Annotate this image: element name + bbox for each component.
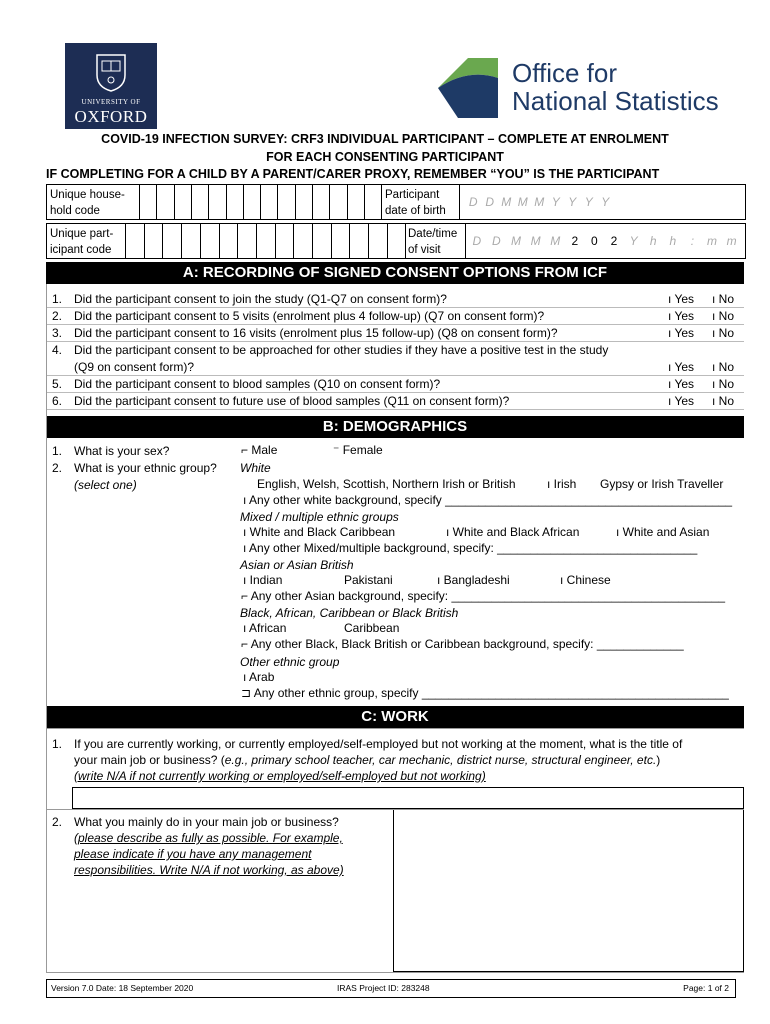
ethnic-caribbean-option[interactable]: Caribbean — [344, 621, 400, 635]
checkbox-icon[interactable]: ı — [712, 360, 719, 374]
form-title-line1: COVID-19 INFECTION SURVEY: CRF3 INDIVIDUAL PARTICIPANT – COMPLETE AT ENROLMENT — [101, 132, 669, 146]
visit-datetime-cell[interactable]: h — [669, 234, 677, 248]
visit-datetime-cell[interactable]: 0 — [591, 234, 598, 248]
dob-cell[interactable]: D — [468, 195, 478, 209]
household-code-cell[interactable] — [174, 185, 175, 219]
household-dob-row — [46, 184, 746, 220]
household-code-cell[interactable] — [295, 185, 296, 219]
visit-datetime-cell[interactable]: D — [492, 234, 501, 248]
job-title-input[interactable] — [72, 787, 744, 809]
a-question-text: Did the participant consent to be approached for other studies if they have a positive test in the study — [74, 343, 609, 357]
household-code-cell[interactable] — [364, 185, 365, 219]
checkbox-icon[interactable]: ı — [668, 326, 675, 340]
ethnic-asian-heading: Asian or Asian British — [240, 558, 354, 572]
dob-cell[interactable]: M — [534, 195, 545, 209]
visit-datetime-cell[interactable]: h — [649, 234, 657, 248]
participant-code-cell[interactable] — [144, 224, 145, 258]
a-question-number: 5. — [52, 377, 63, 391]
checkbox-icon[interactable]: ı — [243, 573, 250, 587]
dob-cell[interactable]: M — [501, 195, 512, 209]
checkbox-icon[interactable]: ı — [668, 309, 675, 323]
participant-code-cell[interactable] — [349, 224, 350, 258]
visit-datetime-cell[interactable]: m — [726, 234, 737, 248]
c2-hint-line1: (please describe as fully as possible. For example, — [74, 831, 343, 845]
footer-page: Page: 1 of 2 — [683, 983, 729, 993]
visit-datetime-cell[interactable]: Y — [629, 234, 638, 248]
ethnic-chinese-option[interactable]: ı Chinese — [560, 573, 611, 587]
oxford-logo-line2: OXFORD — [74, 107, 148, 126]
checkbox-icon[interactable]: ı — [547, 477, 554, 491]
consent-no-option[interactable]: ı No — [712, 377, 735, 391]
consent-no-option[interactable]: ı No — [712, 292, 735, 306]
a-question-number: 2. — [52, 309, 63, 323]
participant-visit-row — [46, 223, 746, 259]
participant-code-label: Unique part- icipant code — [50, 228, 114, 256]
c-divider — [46, 728, 744, 729]
checkbox-icon[interactable]: ı — [668, 292, 675, 306]
ethnic-mixed-heading: Mixed / multiple ethnic groups — [240, 510, 399, 524]
participant-code-cell[interactable] — [387, 224, 388, 258]
participant-code-cell[interactable] — [331, 224, 332, 258]
visit-datetime-label: Date/time of visit — [408, 228, 458, 256]
a-question-text: Did the participant consent to 16 visits (enrolment plus 15 follow-up) (Q8 on consent form)? — [74, 326, 558, 340]
ethnic-pakistani-option[interactable]: Pakistani — [344, 573, 393, 587]
left-border — [46, 284, 47, 973]
checkbox-icon[interactable]: ⁻ — [333, 443, 340, 457]
visit-datetime-cell[interactable]: D — [472, 234, 482, 248]
job-description-input[interactable] — [393, 809, 744, 972]
household-code-cell[interactable] — [191, 185, 192, 219]
consent-yes-option[interactable]: ı Yes — [668, 292, 695, 306]
footer — [46, 979, 736, 998]
consent-yes-option[interactable]: ı Yes — [668, 309, 695, 323]
checkbox-icon[interactable]: ı — [243, 493, 250, 507]
participant-code-cell[interactable] — [181, 224, 182, 258]
c2-question: What you mainly do in your main job or business? — [74, 815, 339, 829]
c1-question-line1: If you are currently working, or currently employed/self-employed but not working at the moment, what is the title of — [74, 737, 683, 751]
ons-logo-line2: National Statistics — [512, 86, 719, 116]
household-code-cell[interactable] — [226, 185, 227, 219]
visit-datetime-cell[interactable]: 2 — [610, 234, 618, 248]
checkbox-icon[interactable]: ı — [712, 309, 719, 323]
ethnic-mixed-other-option[interactable]: ı Any other Mixed/multiple background, specify: ______________________________ — [243, 541, 698, 555]
checkbox-icon[interactable]: ı — [668, 377, 675, 391]
consent-no-option[interactable]: ı No — [712, 394, 735, 408]
dob-cell[interactable]: D — [485, 195, 495, 209]
footer-iras: IRAS Project ID: 283248 — [337, 983, 430, 993]
household-code-cell[interactable] — [260, 185, 261, 219]
ethnic-gypsy-option[interactable]: Gypsy or Irish Traveller — [600, 477, 724, 491]
sex-male-option[interactable]: ⌐ Male — [241, 443, 278, 457]
checkbox-icon[interactable]: ı — [616, 525, 623, 539]
ethnic-irish-option[interactable]: ı Irish — [547, 477, 577, 491]
proxy-note: IF COMPLETING FOR A CHILD BY A PARENT/CARER PROXY, REMEMBER “YOU” IS THE PARTICIPANT — [46, 167, 660, 181]
dob-cell[interactable]: Y — [568, 195, 577, 209]
consent-no-option[interactable]: ı No — [712, 360, 735, 374]
consent-no-option[interactable]: ı No — [712, 309, 735, 323]
checkbox-icon[interactable]: ı — [712, 292, 719, 306]
consent-yes-option[interactable]: ı Yes — [668, 377, 695, 391]
participant-code-cell[interactable] — [368, 224, 369, 258]
section-b-header: B: DEMOGRAPHICS — [46, 416, 744, 438]
section-a-header: A: RECORDING OF SIGNED CONSENT OPTIONS FROM ICF — [46, 262, 744, 284]
participant-code-cell[interactable] — [312, 224, 313, 258]
ethnic-black-heading: Black, African, Caribbean or Black British — [240, 606, 459, 620]
a-question-number: 6. — [52, 394, 63, 408]
checkbox-icon[interactable]: ı — [243, 621, 250, 635]
a-question-number: 4. — [52, 343, 63, 357]
row-divider — [46, 409, 744, 410]
household-code-cell[interactable] — [277, 185, 278, 219]
consent-yes-option[interactable]: ı Yes — [668, 326, 695, 340]
oxford-crest-icon — [95, 53, 127, 93]
a-question-number: 3. — [52, 326, 63, 340]
ethnic-arab-option[interactable]: ı Arab — [243, 670, 275, 684]
b2-hint: (select one) — [74, 478, 137, 492]
b2-number: 2. — [52, 461, 63, 475]
household-code-cell[interactable] — [312, 185, 313, 219]
b1-number: 1. — [52, 444, 63, 458]
consent-yes-option[interactable]: ı Yes — [668, 394, 695, 408]
checkbox-icon[interactable]: ⌐ — [241, 637, 251, 651]
a-question-number: 1. — [52, 292, 63, 306]
dob-cell[interactable]: Y — [584, 195, 593, 209]
ethnic-indian-option[interactable]: ı Indian — [243, 573, 283, 587]
checkbox-icon[interactable]: ı — [712, 377, 719, 391]
a-question-text-cont: (Q9 on consent form)? — [74, 360, 195, 374]
oxford-logo — [65, 43, 157, 129]
ethnic-mixed-african-option[interactable]: ı White and Black African — [446, 525, 580, 539]
checkbox-icon[interactable]: ⌐ — [241, 443, 249, 457]
checkbox-icon[interactable]: ⌐ — [241, 589, 251, 603]
checkbox-icon[interactable]: ı — [437, 573, 444, 587]
b1-question: What is your sex? — [74, 444, 170, 458]
participant-code-cell[interactable] — [219, 224, 220, 258]
ethnic-white-british-option[interactable]: English, Welsh, Scottish, Northern Irish or British — [257, 477, 516, 491]
c1-question-hint: (write N/A if not currently working or employed/self-employed but not working) — [74, 769, 486, 783]
ethnic-bangladeshi-option[interactable]: ı Bangladeshi — [437, 573, 510, 587]
checkbox-icon[interactable]: ı — [243, 525, 250, 539]
footer-version: Version 7.0 Date: 18 September 2020 — [51, 983, 194, 993]
ons-logo — [438, 58, 748, 118]
visit-datetime-cell[interactable]: m — [706, 234, 717, 248]
ethnic-white-heading: White — [240, 461, 271, 475]
household-code-cell[interactable] — [347, 185, 348, 219]
dob-label: Participant date of birth — [385, 189, 446, 217]
visit-datetime-cell[interactable]: 2 — [571, 234, 579, 248]
participant-code-cell[interactable] — [125, 224, 126, 258]
household-code-cell[interactable] — [243, 185, 244, 219]
visit-datetime-cell[interactable]: M — [510, 234, 521, 248]
consent-no-option[interactable]: ı No — [712, 326, 735, 340]
form-title-line2: FOR EACH CONSENTING PARTICIPANT — [266, 150, 504, 164]
ethnic-asian-other-option[interactable]: ⌐ Any other Asian background, specify: _________________________________________ — [241, 589, 726, 603]
c2-hint-line2: please indicate if you have any management — [74, 847, 312, 861]
c1-question-line2: your main job or business? (e.g., primary school teacher, car mechanic, district nurse, structural engineer, etc.) — [74, 753, 661, 767]
ons-mark-icon — [438, 58, 498, 118]
ethnic-white-other-option[interactable]: ı Any other white background, specify ___________________________________________ — [243, 493, 733, 507]
ons-logo-line1: Office for — [512, 58, 618, 88]
checkbox-icon[interactable]: ı — [712, 326, 719, 340]
checkbox-icon[interactable]: ⊐ — [241, 686, 254, 700]
ethnic-african-option[interactable]: ı African — [243, 621, 287, 635]
a-question-text: Did the participant consent to future use of blood samples (Q11 on consent form)? — [74, 394, 510, 408]
dob-cell[interactable]: Y — [551, 195, 560, 209]
checkbox-icon[interactable]: ı — [446, 525, 453, 539]
ethnic-other-option[interactable]: ⊐ Any other ethnic group, specify ______________________________________________ — [241, 686, 729, 700]
participant-code-cell[interactable] — [200, 224, 201, 258]
consent-yes-option[interactable]: ı Yes — [668, 360, 695, 374]
a-question-text: Did the participant consent to blood samples (Q10 on consent form)? — [74, 377, 441, 391]
visit-datetime-cell[interactable]: M — [530, 234, 541, 248]
c2-hint-line3: responsibilities. Write N/A if not working, as above) — [74, 863, 344, 877]
household-code-cell[interactable] — [329, 185, 330, 219]
b2-question: What is your ethnic group? — [74, 461, 217, 475]
section-c-header: C: WORK — [46, 706, 744, 728]
c1-number: 1. — [52, 737, 63, 751]
dob-cell[interactable]: Y — [601, 195, 610, 209]
household-code-cell[interactable] — [208, 185, 209, 219]
household-code-cell[interactable] — [139, 185, 140, 219]
c2-number: 2. — [52, 815, 63, 829]
c2-divider — [46, 809, 744, 810]
a-question-text: Did the participant consent to join the study (Q1-Q7 on consent form)? — [74, 292, 447, 306]
household-code-label: Unique house- hold code — [50, 189, 125, 217]
checkbox-icon[interactable]: ı — [560, 573, 567, 587]
sex-female-option[interactable]: ⁻ Female — [333, 443, 383, 457]
bottom-border — [46, 972, 744, 973]
participant-code-cell[interactable] — [162, 224, 163, 258]
a-question-text: Did the participant consent to 5 visits (enrolment plus 4 follow-up) (Q7 on consent form)? — [74, 309, 545, 323]
household-code-cell[interactable] — [156, 185, 157, 219]
checkbox-icon[interactable]: ı — [243, 670, 250, 684]
participant-code-cell[interactable] — [275, 224, 276, 258]
dob-cell[interactable]: M — [517, 195, 528, 209]
checkbox-icon[interactable]: ı — [668, 394, 675, 408]
checkbox-icon[interactable]: ı — [668, 360, 675, 374]
ethnic-mixed-asian-option[interactable]: ı White and Asian — [616, 525, 710, 539]
participant-code-cell[interactable] — [293, 224, 294, 258]
checkbox-icon[interactable]: ı — [243, 541, 250, 555]
ethnic-mixed-caribbean-option[interactable]: ı White and Black Caribbean — [243, 525, 396, 539]
ethnic-other-heading: Other ethnic group — [240, 655, 340, 669]
visit-datetime-cell[interactable]: M — [550, 234, 561, 248]
participant-code-cell[interactable] — [256, 224, 257, 258]
checkbox-icon[interactable]: ı — [712, 394, 719, 408]
ethnic-black-other-option[interactable]: ⌐ Any other Black, Black British or Caribbean background, specify: _____________ — [241, 637, 684, 651]
visit-datetime-cell[interactable]: : — [690, 234, 695, 248]
oxford-logo-line1: UNIVERSITY OF — [81, 98, 141, 106]
participant-code-cell[interactable] — [237, 224, 238, 258]
